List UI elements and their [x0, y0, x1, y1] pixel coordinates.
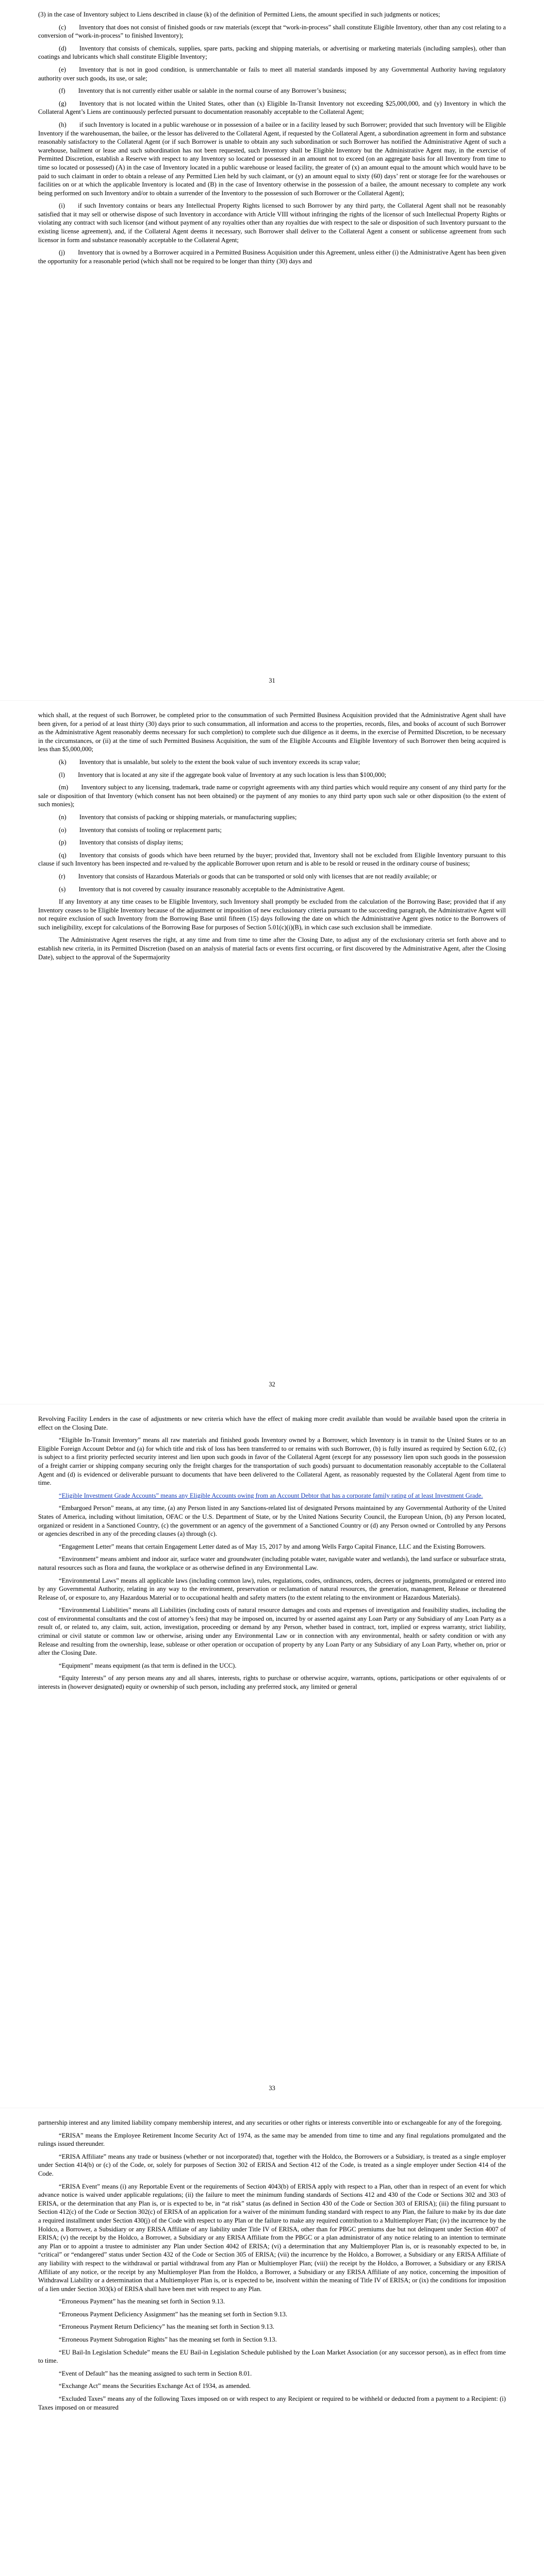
paragraph: The Administrative Agent reserves the right, at any time and from time to time after the Closing Date, to adjust any of the exclusionary criteria set forth above and to establish new criteria, in its Permitted Discretion (based on an analysis of material facts or events first occurring, or first discovered by the Administrative Agent, after the Closing Date), subject to the approval of the Supermajority — [38, 936, 506, 961]
definition: “Event of Default” has the meaning assigned to such term in Section 8.01. — [59, 2369, 252, 2377]
definition: “Equity Interests” of any person means any and all shares, interests, rights to purchase or otherwise acquire, warrants, options, participations or other equivalents of or interests in (however designated) equity or ownership of such person, including any preferred stock, any limited or general — [38, 1674, 506, 1691]
page-number: 33 — [269, 2084, 275, 2092]
document-page — [0, 1404, 544, 2108]
definition: “Environmental Liabilities” means all Liabilities (including costs of natural resource damages and costs and expenses of investigation and feasibility studies, including the cost of environmental consultants and the cost of attorney’s fees) that may be imposed on, incurred by or asserted against any Loan Party or any Subsidiary of any Loan Party as a result of, or related to, any claim, suit, action, investigation, proceeding or demand by any Person, whether based in contract, tort, implied or express warranty, strict liability, criminal or civil statute or common law or otherwise, arising under any Environmental Law or in connection with any environmental, health or safety condition or with any Release and resulting from the ownership, lease, sublease or other operation or occupation of property by any Loan Party or any Subsidiary of any Loan Party, whether on, prior or after the Closing Date. — [38, 1606, 506, 1657]
definition-link[interactable]: “Eligible Investment Grade Accounts” means any Eligible Accounts owing from an Account Debtor that has a corporate family rating of at least Investment Grade. — [59, 1492, 483, 1499]
list-item: (m) Inventory subject to any licensing, trademark, trade name or copyright agreements with any third parties which would require any consent of any third party for the sale or disposition of that Inventory (which consent has not been obtained) or the payment of any monies to any third party upon such sale or other disposition (to the extent of such monies); — [38, 784, 506, 808]
definition: “Excluded Taxes” means any of the following Taxes imposed on or with respect to any Recipient or required to be withheld or deducted from a payment to a Recipient: (i) Taxes imposed on or measured — [38, 2395, 506, 2411]
list-item: (g) Inventory that is not located within the United States, other than (x) Eligible In-Transit Inventory not exceeding $25,000,000, and (y) Inventory in which the Collateral Agent’s Liens are continuously perfected pursuant to documentation reasonably acceptable to the Collateral Agent; — [38, 99, 506, 116]
list-item: (q) Inventory that consists of goods which have been returned by the buyer; provided that, Inventory shall not be excluded from Eligible Inventory pursuant to this clause if such Inventory has been inspected and re-valued by the applicable Borrower upon return and is able to be resold or reused in the ordinary course of business; — [38, 851, 506, 868]
list-item: (j) Inventory that is owned by a Borrower acquired in a Permitted Business Acquisition under this Agreement, unless either (i) the Administrative Agent has been given the opportunity for a reasonable period (which shall not be required to be longer than thirty (30) days and — [38, 249, 506, 265]
document-page — [0, 2108, 544, 2576]
page-number: 31 — [269, 677, 275, 685]
list-item: (n) Inventory that consists of packing or shipping materials, or manufacturing supplies; — [59, 813, 297, 821]
list-item: (s) Inventory that is not covered by casualty insurance reasonably acceptable to the Administrative Agent. — [59, 885, 345, 893]
definition: “Equipment” means equipment (as that term is defined in the UCC). — [59, 1662, 237, 1669]
list-item: (r) Inventory that consists of Hazardous Materials or goods that can be transported or sold only with licenses that are not readily available; or — [59, 872, 437, 880]
list-item: (f) Inventory that is not currently either usable or salable in the normal course of any Borrower’s business; — [59, 87, 347, 95]
paragraph: partnership interest and any limited liability company membership interest, and any securities or other rights or interests convertible into or exchangeable for any of the foregoing. — [38, 2119, 502, 2126]
document-page — [0, 0, 544, 701]
definition: “Exchange Act” means the Securities Exchange Act of 1934, as amended. — [59, 2382, 251, 2390]
definition: “ERISA” means the Employee Retirement Income Security Act of 1974, as the same may be amended from time to time and any final regulations promulgated and the rulings issued thereunder. — [38, 2131, 506, 2148]
paragraph: which shall, at the request of such Borrower, be completed prior to the consummation of such Permitted Business Acquisition provided that the Administrative Agent shall have been given, for a period of at least thirty (30) days prior to such consummation, all information and access to the properties, records, files, and books of account of such Borrower as the Administrative Agent reasonably deems necessary for such completion) to complete such due diligence as it deems, in the exercise of Permitted Discretion, to be necessary in the circumstances, or (ii) at the time of such Permitted Business Acquisition, the sum of the Eligible Accounts and Eligible Inventory of such Borrower then being acquired is less than $5,000,000; — [38, 711, 506, 753]
definition: “Environment” means ambient and indoor air, surface water and groundwater (including potable water, navigable water and wetlands), the land surface or subsurface strata, natural resources such as flora and fauna, the workplace or as otherwise defined in any Environmental Law. — [38, 1555, 506, 1571]
paragraph: (3) in the case of Inventory subject to Liens described in clause (k) of the definition of Permitted Liens, the amount specified in such judgments or notices; — [38, 11, 440, 18]
definition: “Erroneous Payment” has the meaning set forth in Section 9.13. — [59, 2298, 225, 2306]
list-item: (o) Inventory that consists of tooling or replacement parts; — [59, 826, 222, 834]
list-item: (c) Inventory that does not consist of finished goods or raw materials (except that “work-in-process” shall constitute Eligible Inventory, other than any cost relating to a conversion of “work-in-process” to finished Inventory); — [38, 23, 506, 40]
definition: “Engagement Letter” means that certain Engagement Letter dated as of May 15, 2017 by and among Wells Fargo Capital Finance, LLC and the Existing Borrowers. — [59, 1543, 486, 1550]
definition: “Erroneous Payment Subrogation Rights” has the meaning set forth in Section 9.13. — [59, 2336, 277, 2344]
definition: “Erroneous Payment Deficiency Assignment” has the meaning set forth in Section 9.13. — [59, 2310, 288, 2318]
list-item: (h) if such Inventory is located in a public warehouse or in possession of a bailee or in a facility leased by such Borrower; provided that such Inventory will be Eligible Inventory if the warehouseman, the bailee, or the lessor has delivered to the Collateral Agent, if requested by the Collateral Agent, a subordination agreement in form and substance reasonably satisfactory to the Collateral Agent (or if such Borrower is unable to obtain any such subordination or such Borrower has notified the Administrative Agent of such a warehouse, bailment or lease and such subordination has not been requested, such Inventory shall be Eligible Inventory but the Administrative Agent may, in the exercise of Permitted Discretion, establish a Reserve with respect to any Inventory so located or possessed in an amount not to exceed (on an aggregate basis for all Inventory from time to time so located or possessed) (A) in the case of Inventory located in a public warehouse or leased facility, the greater of (x) an amount equal to the amount which would have to be paid to such claimant in order to obtain a release of any Permitted Lien held by such claimant, or (y) an amount equal to sixty (60) days’ rent or storage fee for the warehouses or facilities on or at which the applicable Inventory is located and (B) in the case of Inventory otherwise in the possession of a bailee, the amount necessary to complete any work being performed on such Inventory and/or to obtain a surrender of the Inventory to the possession of such Borrower or the Collateral Agent); — [38, 121, 506, 197]
definition: “Eligible In-Transit Inventory” means all raw materials and finished goods Inventory owned by a Borrower, which Inventory is in transit to the United States or to an Eligible Foreign Account Debtor and (a) for which title and risk of loss has been transferred to or remains with such Borrower, (b) is fully insured as required by Section 6.02, (c) is subject to a first priority perfected security interest and lien upon such goods in favor of the Collateral Agent (except for any possessory lien upon such goods in the possession of a freight carrier or shipping company securing only the freight charges for the transportation of such goods) pursuant to documentation reasonably acceptable to the Collateral Agent and (d) is evidenced or deliverable pursuant to documents that have been delivered to the Collateral Agent, as reasonably requested by the Collateral Agent from time to time. — [38, 1436, 506, 1487]
definition: “Erroneous Payment Return Deficiency” has the meaning set forth in Section 9.13. — [59, 2323, 274, 2331]
list-item: (k) Inventory that is unsalable, but solely to the extent the book value of such inventory exceeds its scrap value; — [59, 758, 360, 766]
page-number: 32 — [269, 1381, 275, 1388]
definition: “Embargoed Person” means, at any time, (a) any Person listed in any Sanctions-related list of designated Persons maintained by any Governmental Authority of the United States of America, including without limitation, OFAC or the U.S. Department of State, or by the United Nations Security Council, the European Union, (b) any Person located, organized or resident in a Sanctioned Country, (c) the government or an agency of the government of a Sanctioned Country or (d) any Person owned or Controlled by any Persons or agencies described in any of the preceding clauses (a) through (c). — [38, 1504, 506, 1538]
paragraph: Revolving Facility Lenders in the case of adjustments or new criteria which have the effect of making more credit available than would be available based upon the criteria in effect on the Closing Date. — [38, 1415, 506, 1431]
list-item: (i) if such Inventory contains or bears any Intellectual Property Rights licensed to such Borrower by any third party, the Collateral Agent shall not be reasonably satisfied that it may sell or otherwise dispose of such Inventory in accordance with Article VIII without infringing the rights of the licensor of such Intellectual Property Rights or violating any contract with such licensor (and without payment of any royalties other than any royalties due with respect to the sale or disposition of such Inventory pursuant to the existing license agreement), and, if the Collateral Agent deems it necessary, such Borrower shall deliver to the Collateral Agent a consent or sublicense agreement from such licensor in form and substance reasonably acceptable to the Collateral Agent; — [38, 202, 506, 244]
list-item: (e) Inventory that is not in good condition, is unmerchantable or fails to meet all material standards imposed by any Governmental Authority having regulatory authority over such goods, its use, or sale; — [38, 65, 506, 82]
document-page — [0, 701, 544, 1404]
definition: “ERISA Event” means (i) any Reportable Event or the requirements of Section 4043(b) of ERISA apply with respect to a Plan, other than in respect of an event for which advance notice is waived under applicable regulations; (ii) the failure to meet the minimum funding standards of Sections 412 and 430 of the Code or Sections 302 and 303 of ERISA, or the determination that any Plan is, or is expected to be, in “at risk” status (as defined in Section 430 of the Code or Section 303 of ERISA); (iii) the filing pursuant to Section 412(c) of the Code or Section 302(c) of ERISA of an application for a waiver of the minimum funding standard with respect to any Plan, the failure to make by its due date a required installment under Section 430(j) of the Code with respect to any Plan or the failure to make any required contribution to a Multiemployer Plan; (iv) the incurrence by the Holdco, a Borrower, a Subsidiary or any ERISA Affiliate of any liability under Title IV of ERISA, other than for PBGC premiums due but not delinquent under Section 4007 of ERISA; (v) the receipt by the Holdco, a Borrower, a Subsidiary or any ERISA Affiliate from the PBGC or a plan administrator of any notice relating to an intention to terminate any Plan or to appoint a trustee to administer any Plan under Section 4042 of ERISA; (vi) a determination that any Multiemployer Plan is, or is reasonably expected to be, in “critical” or “endangered” status under Section 432 of the Code or Section 305 of ERISA; (vii) the incurrence by the Holdco, a Borrower, a Subsidiary or any ERISA Affiliate of any liability with respect to the withdrawal or partial withdrawal from any Plan or Multiemployer Plan; (viii) the receipt by the Holdco, a Borrower, a Subsidiary or any ERISA Affiliate of any notice, or the receipt by any Multiemployer Plan from the Holdco, a Borrower, a Subsidiary or any ERISA Affiliate of any notice, concerning the imposition of Withdrawal Liability or a determination that a Multiemployer Plan is, or is expected to be, insolvent within the meaning of Title IV of ERISA; or (ix) the conditions for imposition of a lien under Section 303(k) of ERISA shall have been met with respect to any Plan. — [38, 2182, 506, 2293]
paragraph: If any Inventory at any time ceases to be Eligible Inventory, such Inventory shall promptly be excluded from the calculation of the Borrowing Base; provided that if any Inventory ceases to be Eligible Inventory because of the adjustment or imposition of new exclusionary criteria pursuant to the succeeding paragraph, the Administrative Agent will not require exclusion of such Inventory from the Borrowing Base until fifteen (15) days following the date on which the Administrative Agent gives notice to the Borrowers of such ineligibility, except for calculations of the Borrowing Base for purposes of Section 5.01(c)(i)(B), in which case such exclusion shall be immediate. — [38, 898, 506, 931]
definition: “Environmental Laws” means all applicable laws (including common law), rules, regulations, codes, ordinances, orders, decrees or judgments, promulgated or entered into by any Governmental Authority, relating in any way to the environment, preservation or reclamation of natural resources, the generation, management, Release or threatened Release of, or exposure to, any Hazardous Material or to occupational health and safety matters (to the extent relating to the environment or Hazardous Materials). — [38, 1577, 506, 1601]
list-item: (d) Inventory that consists of chemicals, supplies, spare parts, packing and shipping materials, or advertising or marketing materials (including samples), other than coatings and lubricants which shall constitute Eligible Inventory; — [38, 44, 506, 61]
list-item: (p) Inventory that consists of display items; — [59, 839, 183, 846]
definition: “ERISA Affiliate” means any trade or business (whether or not incorporated) that, together with the Holdco, the Borrowers or a Subsidiary, is treated as a single employer under Section 414(b) or (c) of the Code, or, solely for purposes of Section 302 of ERISA and Section 412 of the Code, is treated as a single employer under Section 414 of the Code. — [38, 2153, 506, 2177]
definition: “EU Bail-In Legislation Schedule” means the EU Bail-in Legislation Schedule published by the Loan Market Association (or any successor person), as in effect from time to time. — [38, 2348, 506, 2365]
list-item: (l) Inventory that is located at any site if the aggregate book value of Inventory at any such location is less than $100,000; — [59, 771, 387, 778]
